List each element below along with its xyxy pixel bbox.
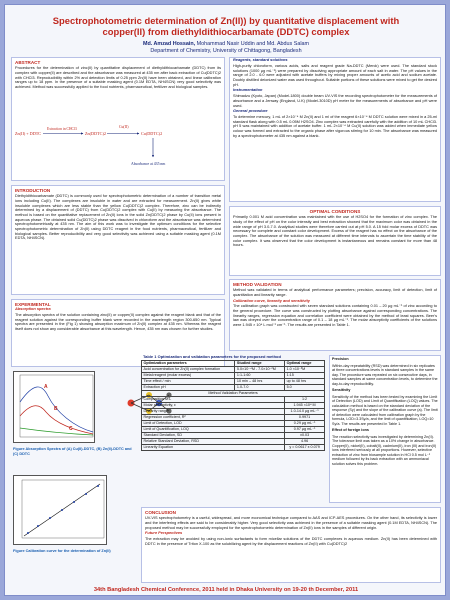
- general-procedure-title: General procedure: [233, 108, 268, 114]
- spectra-plot: [14, 372, 96, 444]
- table-row: Composition M:L 1:2: [142, 397, 325, 403]
- introduction-panel: [11, 185, 225, 295]
- foreign-ions-text: The reaction selectivity was investigated by determining Zn(II). The tolerance limit was taken as a 10% change in absorbance. Copper(II), nickel(II), cobalt(II), cadmium(II), iron (III) and iron(II) ions interfered seriously at all proportions. However, selective extraction of zinc from biosample solution in HCl 0.5 mol L⁻¹ medium followed by its back extraction with an ammoniacal solution solves this problem.: [332, 434, 437, 466]
- poster: [4, 4, 446, 596]
- curve-label-a: A: [44, 384, 48, 390]
- fig2-caption: Figure Calibration curve for the determination of Zn(II): [13, 549, 111, 553]
- conference-footer: 34th Bangladesh Chemical Conference, 2011 held in Dhaka University on 19-20 th December, 2011: [93, 587, 359, 593]
- optimal-title: OPTIMAL CONDITIONS: [309, 208, 361, 214]
- precision-panel: [329, 355, 441, 503]
- reagents-panel: [229, 57, 441, 202]
- table-subheader-row: Method Validation Parameters: [142, 391, 325, 397]
- fig2-calibration: [13, 475, 107, 545]
- co-authors: Mohammad Nasir Uddin and Md. Abdus Salam: [195, 41, 310, 47]
- poster-title: Spectrophotometric determination of Zn(II)) by quantitative displacement with copper(II) from diethyldithiocarbamate (DDTC) complex: [52, 15, 400, 37]
- conclusion-title: CONCLUSION: [145, 509, 176, 515]
- table-row: Standard Deviation, SD ±0.03: [142, 433, 325, 439]
- table-row: Acid concentration for Zn(II) complex formation 5.0×10⁻⁴M - 7.0×10⁻²M 1.0 ×10⁻³M: [142, 367, 325, 373]
- scheme-extraction: Extraction in CHCl3: [47, 127, 77, 131]
- validation-panel: [229, 279, 441, 351]
- sensitivity-text: Sensitivity of the method has been tested by examining the Limit of Detection (LOD) and Limit of Quantification (LOQ) values. The calculation method is based on the standard deviation of the response (Sy) and the slope of the calibration curve (a). The limit of detection were calculated from calibration graph by the formula, LOD=3.3Sy/a, and the limit of quantification, LOQ=10 Sy/a. The results are presented in Table 1.: [332, 394, 438, 426]
- optimization-table: [141, 360, 325, 451]
- scheme-zn-ddtc: Zn(DDTC)2: [85, 131, 106, 136]
- validation-text: Method was validated in terms of analytical performance parameters; precision, accuracy, limit of detection, limit of quantitation and linearity range.: [233, 288, 437, 297]
- table-row: Metal:reagent (molar excess) 1:1-1:60 1:15: [142, 373, 325, 379]
- experimental-title: EXPERIMENTAL: [15, 301, 51, 307]
- table-header-row: Optimization parameters Studied range Optimal range: [142, 361, 325, 367]
- precision-title: Precision: [332, 357, 349, 361]
- reaction-scheme: [13, 117, 175, 179]
- optimal-text: Primarily 0.001 M acid concentration was maintained with the use of H2SO4 for the formation of zinc complex. The study of the effect of pH on the color intensity and best extraction showed that the maximum color was obtained in the wide range of pH 3.0-7.0. Analytical studies were therefore carried out at pH 5.0. A 15 fold molar excess of DDTC was necessary for complete and constant color development. Excess of the reagent has no effect on the absorbance of the complex. The absorbance of the solution was measured at different time intervals to ascertain the time stability of the color complex. It was observed that the color development is instantaneous and remains constant for more than 48 hours.: [233, 215, 437, 248]
- table-row: Linearity range 1.0-14.0 µg mL⁻¹: [142, 409, 325, 415]
- authors: [15, 41, 437, 54]
- curve-label-c: C: [69, 426, 73, 432]
- calibration-text: The calibration graph was constructed with seven standard solutions containing 0.01 – 20 µg mL⁻¹ of zinc according to the general procedure. The curve was constructed by plotting absorbance against corresponding concentrations. The linearity ranges, regression equation and correlation coefficient were obtained by the method of least squares. Beer's law was obeyed over the concentration range of 0.1 – 18 µg mL⁻¹. The molar absorptivity coefficients of the solutions were 1.945 × 10⁴ L mol⁻¹ cm⁻¹. The results are presented in Table 1.: [233, 304, 437, 328]
- affiliation: Department of Chemistry, University of Chittagong, Bangladesh: [150, 47, 302, 54]
- conclusion-text: UV-VIS spectrophotometry is a useful, widespread, and more economical technique compared to AAS and ICP-AES procedures. On the other hand, its selectivity is lower and the interfering effects are said to be considerably higher. Very good selectivity was achieved in the presence of a suitable masking agent (0.1M EDTA, NH4SCN). The proposed method may be successfully employed for the spectrophotometric determination of Zn(II) ions in the samples of different origin.: [145, 516, 437, 530]
- table-row: Relative Standard Deviation, RSD 4.96: [142, 439, 325, 445]
- scheme-absorbance: Absorbance at 435 nm: [131, 162, 166, 166]
- table1-block: [141, 353, 325, 451]
- fig1-caption: Figure Absorption Spectra of (A) Cu(II)-DDTC, (B) Zn(II)-DDTC and (C) DDTC: [13, 447, 132, 456]
- foreign-ions-title: Effect of foreign ions: [332, 428, 369, 432]
- reagents-text: High-purity chloroform, various acids, salts and reagent grade Na-DDTC (Merck) were used. The standard stock solutions (1000 µg mL⁻¹) were prepared by dissolving appropriate amount of each salt in water. The pH values in the range of 2.0 - 6.0 were adjusted with acetate buffers by mixing proper amounts of acetic acid and sodium acetate. Doubly distilled deionized water was used throughout. Suitable portions of these solutions were mixed to get the desired pH.: [233, 63, 437, 87]
- future-title: Future Perspectives: [145, 530, 183, 536]
- future-text: The extraction may be avoided by using non-ionic surfactants to form micellar solutions of the DDTC complexes in aqueous medium. Zn(II) has been determined with DDTC in the presence of Triton X-100 as the solubilizing agent by the displacement reactions of Zn(II) with Cu(DDTC)2: [145, 537, 437, 546]
- table-row: Molar absorptivity, ε 1.945 ×10⁴ M: [142, 403, 325, 409]
- scheme-cu: Cu(II): [119, 125, 129, 129]
- table-row: Regression coefficient, R² 0.9971: [142, 415, 325, 421]
- scheme-zn: Zn(II) + DDTC: [15, 131, 42, 136]
- conclusion-panel: [141, 507, 441, 583]
- precision-text: Within-day repeatability (RSD) was determined in six replicates at three concentrations levels in standard samples in the same day. The procedure was repeated on six consecutive days, in standard samples at same concentration levels, to determine the day-to-day reproducibility.: [332, 363, 438, 386]
- introduction-text: Diethyldithiocarbamate (DDTC) is commonly used for spectrophotometric determination of a number of transition metal ions including Cu(II). The complexes are insoluble in water and are extracted for measurement. Zn(II) gives white insoluble complexes which are less stable than the yellow Cu(DDTC)2 complex. Therefore, zinc can be indirectly determined by a displacement of (DDTC) from Cu(DDTC)2 complex with Cu(II) by measuring the absorbance. The method is based on the quantitative replacement of Zn(II) ions in the solid Zn(DDTC)2 phase by Cu(II) ions present in aqueous phase. The obtained solid Cu(DDTC)2 phase was dissolved in chloroform and the absorbance was determined spectrophotometrically at 435 nm. The aim of this work was to investigate the optimum conditions for the selective spectrophotometric determination of Zn(II) using DDTC reagent in the food nutrients, pharmaceutical, fertilizer and biological samples. Better reproducibility and very good selectivity was achieved using a suitable masking agent (0.1M EDTA, NH4SCN).: [15, 194, 221, 241]
- table-row: Time effect / min 10 min – 48 hrs up to 48 hrs: [142, 379, 325, 385]
- lead-author: Md. Amzad Hossain,: [142, 41, 196, 47]
- instrumentation-title: Instrumentation: [233, 87, 263, 93]
- calibration-plot: [14, 476, 108, 546]
- absorption-spectra-title: Absorption spectra: [15, 306, 51, 312]
- table-row: Limit of Quantification, LOQ 0.97 µg mL⁻¹: [142, 427, 325, 433]
- table-row: Extraction pH 1.0-7.0 5.0: [142, 385, 325, 391]
- abstract-text: Procedures for the determination of zinc(II) by quantitative displacement of diethyldithiocarbamate (DDTC) from its complex with copper(II) are described and the absorbance was measured at 435 nm after back extraction of Cu(DDTC)2 with CHCl3. Reproducibility within 2% and detection limits of 0.25 ppm Zn(II) have been obtained, and linear calibration ranges up to 18 ppm. In the presence of a suitable masking agent (0.1M EDTA, NH4SCN) very good selectivity was achieved. Method was successfully applied to the food nutrients, pharmaceutical, fertilizer and biological samples.: [15, 66, 221, 89]
- optimal-panel: [229, 206, 441, 276]
- instrumentation-text: Shimadzu (Kyoto, Japan) (Model-1800) double beam UV-VIS the recording spectrophotometer for the measurements of absorbance and a Jenway (England, U.K) (Model-3010D) pH meter for the measurements of absorbance and pH were used.: [233, 94, 437, 108]
- calibration-title: Calibration curve, linearity and sensitivity: [233, 297, 310, 303]
- general-procedure-text: To determine mercury, 1 mL of 2×10⁻⁴ M Zn(II) and 1 ml of the reagent 6×10⁻⁴ M DDTC solution were mixed in a 25-ml standard flask along with 0.5 mL 0.05M H2SO4. Zinc complex was extracted carefully with the addition of 10 mL CHCl3. pH 5 was maintained with addition of acetate buffer. 1 mL 2×10⁻⁴ M Cu(II) solution was added when immediate yellow colour was formed and extracted to the organic phase after vigorous stirring for 10 min. The absorbance was measured by a spectrophotometer at 435 nm against a blank.: [233, 115, 437, 138]
- introduction-title: INTRODUCTION: [15, 187, 51, 193]
- table-row: Linearity Equation y = 0.0617 x 0.079: [142, 445, 325, 451]
- validation-title: METHOD VALIDATION: [233, 281, 282, 287]
- scheme-cu-ddtc: Cu(DDTC)2: [141, 131, 163, 136]
- table-row: Limit of Detection, LOD 0.29 µg mL⁻¹: [142, 421, 325, 427]
- table1-caption: Table 1 Optimization and validation parameters for the proposed method: [143, 354, 281, 359]
- curve-label-b: B: [54, 406, 58, 412]
- fig1-spectra: [13, 371, 95, 443]
- experimental-text: The absorption spectra of the solution containing zinc(II) or copper(II) complex against the reagent blank and that of the reagent solution against the corresponding buffer blank were recorded in the wavelength region 300-650 nm. Typical spectra are presented in the (Fig 1) showing absorption maximum of Zn(II) complex at 435 nm. Whereas the reagent itself does not show any considerable absorbance at this wavelength. Hence, 435 nm was chosen for further studies.: [15, 312, 221, 331]
- reagents-title: Reagents, standard solutions: [233, 57, 288, 62]
- sensitivity-title: Sensitivity: [332, 388, 351, 392]
- abstract-title: ABSTRACT: [15, 59, 41, 65]
